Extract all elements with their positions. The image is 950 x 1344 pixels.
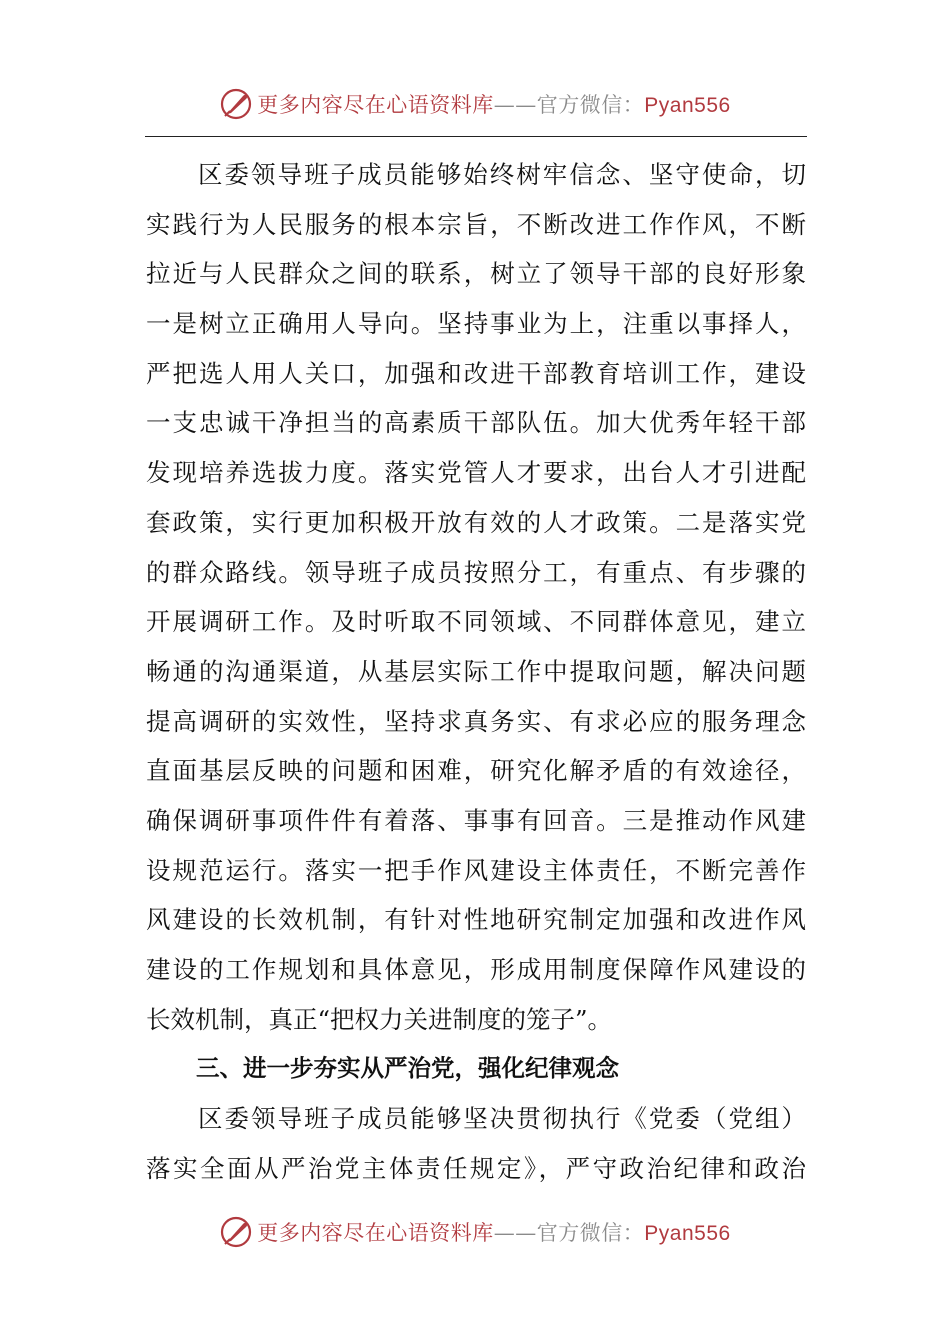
body-line: 严把选人用人关口，加强和改进干部教育培训工作，建设	[146, 358, 806, 388]
watermark-slogan: 更多内容尽在心语资料库	[257, 1221, 494, 1245]
body-line: 一是树立正确用人导向。坚持事业为上，注重以事择人，	[146, 309, 806, 339]
watermark-wechat-label: 官方微信：	[536, 93, 645, 117]
watermark-separator: ——	[493, 1221, 537, 1245]
footer-watermark	[0, 1212, 950, 1252]
body-line: 建设的工作规划和具体意见，形成用制度保障作风建设的	[146, 955, 806, 984]
document-body	[146, 150, 806, 1193]
body-line: 拉近与人民群众之间的联系，树立了领导干部的良好形象	[146, 259, 806, 289]
body-line: 实践行为人民服务的根本宗旨，不断改进工作作风，不断	[146, 209, 806, 239]
body-line: 一支忠诚干净担当的高素质干部队伍。加大优秀年轻干部	[146, 408, 806, 438]
body-line: 开展调研工作。及时听取不同领域、不同群体意见，建立	[146, 607, 806, 637]
body-line: 畅通的沟通渠道，从基层实际工作中提取问题，解决问题	[146, 656, 806, 686]
watermark-text-line	[257, 1217, 730, 1247]
watermark-text-line	[257, 89, 730, 119]
body-line: 区委领导班子成员能够始终树牢信念、坚守使命，切	[198, 160, 806, 189]
body-line: 直面基层反映的问题和困难，研究化解矛盾的有效途径，	[146, 756, 806, 786]
body-line: 的群众路线。领导班子成员按照分工，有重点、有步骤的	[146, 557, 806, 587]
quill-logo-icon	[219, 1215, 253, 1249]
watermark-wechat-label: 官方微信：	[536, 1221, 645, 1245]
body-line: 设规范运行。落实一把手作风建设主体责任，不断完善作	[146, 855, 806, 885]
header-divider	[145, 136, 807, 137]
body-line: 长效机制，真正“把权力关进制度的笼子”。	[146, 1004, 613, 1034]
body-line: 风建设的长效机制，有针对性地研究制定加强和改进作风	[146, 905, 806, 935]
watermark-wechat-id: Pyan556	[644, 94, 731, 117]
watermark-wechat-id: Pyan556	[644, 1222, 731, 1245]
body-line: 提高调研的实效性，坚持求真务实、有求必应的服务理念	[146, 706, 806, 736]
body-line: 发现培养选拔力度。落实党管人才要求，出台人才引进配	[146, 458, 806, 488]
body-line: 确保调研事项件件有着落、事事有回音。三是推动作风建	[146, 805, 806, 835]
section-heading: 三、进一步夯实从严治党，强化纪律观念	[196, 1054, 619, 1083]
body-line: 区委领导班子成员能够坚决贯彻执行《党委（党组）	[198, 1104, 806, 1134]
quill-logo-icon	[219, 87, 253, 121]
header-watermark	[0, 84, 950, 124]
watermark-slogan: 更多内容尽在心语资料库	[257, 93, 494, 117]
watermark-separator: ——	[493, 93, 537, 117]
body-line: 落实全面从严治党主体责任规定》，严守政治纪律和政治	[146, 1153, 806, 1183]
body-line: 套政策，实行更加积极开放有效的人才政策。二是落实党	[146, 507, 806, 537]
